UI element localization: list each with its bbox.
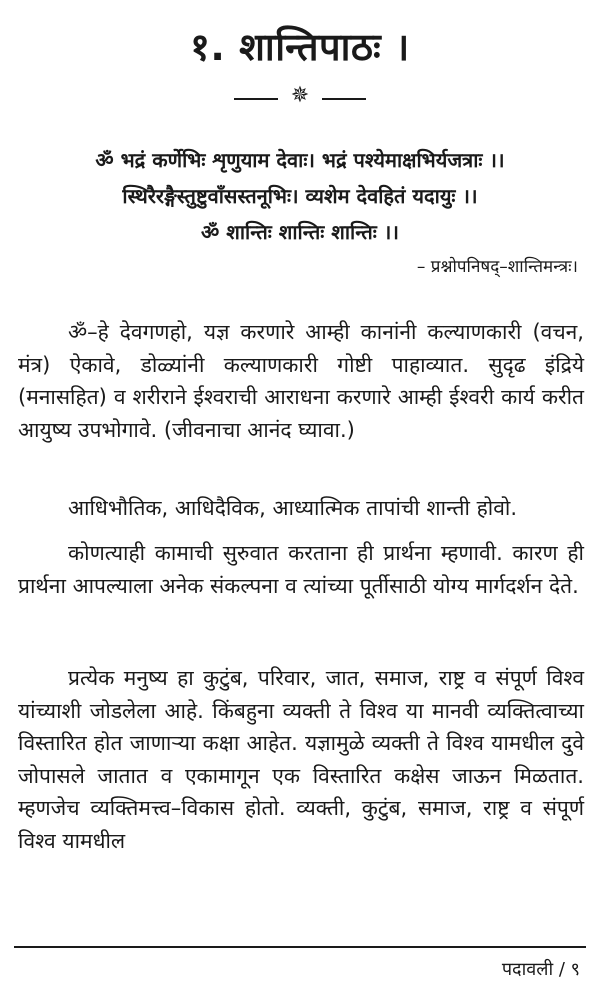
mantra-line-3: ॐ शान्तिः शान्तिः शान्तिः ।। (201, 220, 399, 244)
page-number-label: पदावली / ९ (501, 959, 580, 980)
footer-rule (14, 946, 586, 948)
mantra-source: – प्रश्नोपनिषद्–शान्तिमन्त्रः। (416, 257, 578, 277)
mantra-line-1: ॐ भद्रं कर्णेभिः शृणुयाम देवाः। भद्रं पश्येमाक्षभिर्यजत्राः ।। (95, 148, 505, 172)
ornament-left-rule (234, 98, 278, 100)
peace-paragraph: आधिभौतिक, आधिदैविक, आध्यात्मिक तापांची शान्ती होवो. (68, 496, 518, 520)
ornament-right-rule (322, 98, 366, 100)
mantra-line-2: स्थिरैरङ्गैस्तुष्टुवाँसस्तनूभिः। व्यशेम देवहितं यदायुः ।। (122, 184, 478, 208)
usage-paragraph: कोणत्याही कामाची सुरुवात करताना ही प्रार्थना म्हणावी. कारण ही प्रार्थना आपल्याला अनेक संकल्पना व त्यांच्या पूर्तीसाठी योग्य मार्गदर्शन देते. (18, 541, 584, 598)
explanation-paragraph: प्रत्येक मनुष्य हा कुटुंब, परिवार, जात, समाज, राष्ट्र व संपूर्ण विश्व यांच्याशी जोडलेला आहे. किंबहुना व्यक्ती ते विश्व या मानवी व्यक्तित्वाच्या विस्तारित होत जाणाऱ्या कक्षा आहेत. यज्ञामुळे व्यक्ती ते विश्व यामधील दुवे जोपासले जातात व एकामागून एक विस्तारित कक्षेस जाऊन मिळतात. म्हणजेच व्यक्तिमत्त्व–विकास होतो. व्यक्ती, कुटुंब, समाज, राष्ट्र व संपूर्ण विश्व यामधील (18, 666, 584, 853)
chapter-title: १. शान्तिपाठः । (190, 25, 410, 69)
star-ornament-icon: ✵ (290, 83, 310, 108)
title-ornament (226, 83, 374, 110)
meaning-paragraph: ॐ–हे देवगणहो, यज्ञ करणारे आम्ही कानांनी कल्याणकारी (वचन, मंत्र) ऐकावे, डोळ्यांनी कल्याणकारी गोष्टी पाहाव्यात. सुदृढ इंद्रिये (मनासहित) व शरीराने ईश्वराची आराधना करणारे आम्ही ईश्वरी कार्य करीत आयुष्य उपभोगावे. (जीवनाचा आनंद घ्यावा.) (18, 320, 584, 442)
